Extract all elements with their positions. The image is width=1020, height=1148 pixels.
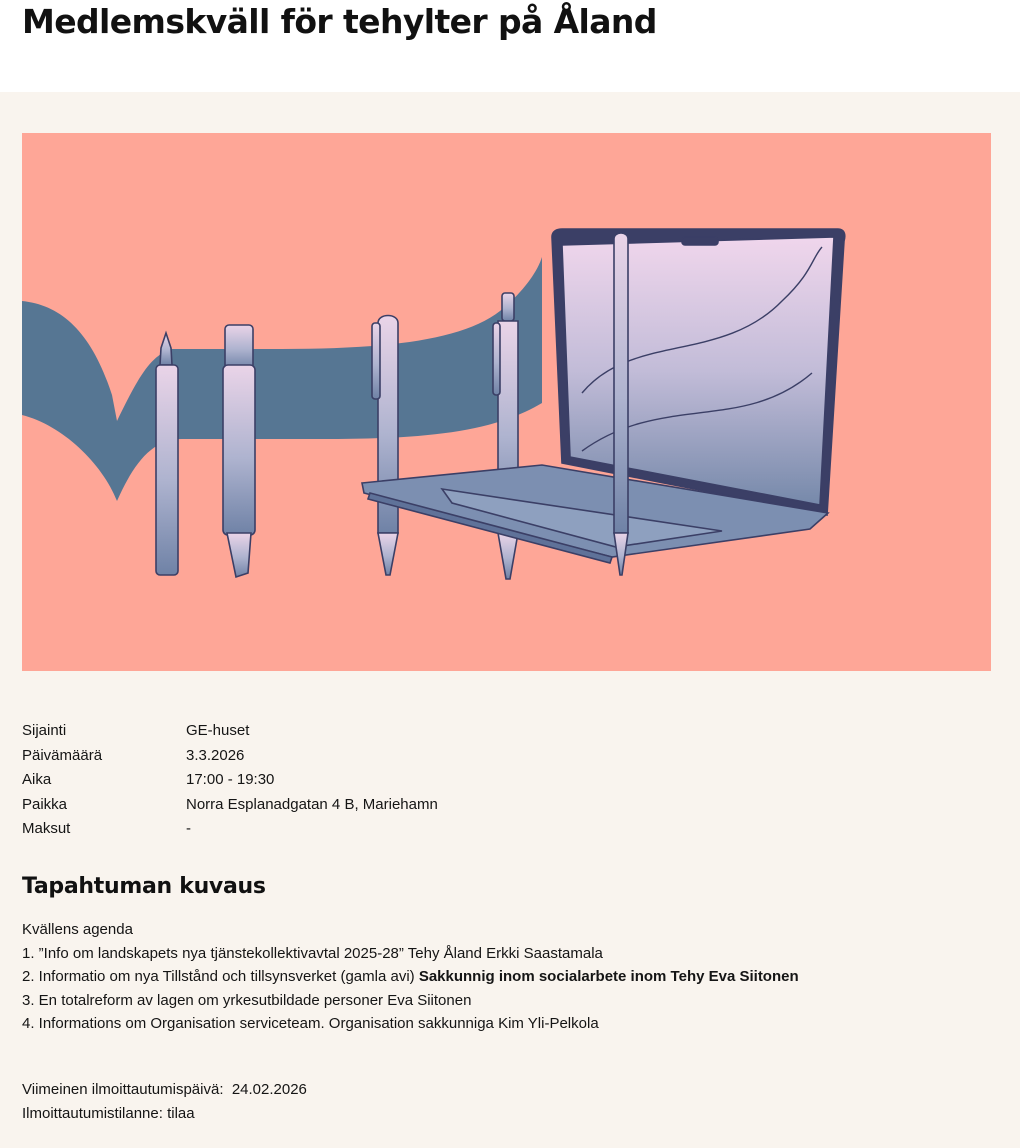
event-details — [22, 719, 438, 842]
agenda-item: 4. Informations om Organisation serviceteam. Organisation sakkunniga Kim Yli-Pelkola — [22, 1015, 599, 1033]
agenda-intro: Kvällens agenda — [22, 921, 133, 938]
detail-row-fees — [22, 817, 438, 842]
felt-pen — [156, 333, 178, 575]
agenda-item: 2. Informatio om nya Tillstånd och tillsynsverket (gamla avi) Sakkunnig inom socialarbete inom Tehy Eva Siitonen — [22, 968, 799, 986]
detail-label: Maksut — [22, 820, 71, 838]
detail-label: Paikka — [22, 795, 68, 813]
detail-label: Aika — [22, 771, 52, 789]
detail-row-time — [22, 768, 438, 793]
detail-label: Päivämäärä — [22, 746, 103, 764]
detail-value: 3.3.2026 — [186, 746, 245, 764]
agenda-item-bold: Sakkunnig inom socialarbete inom Tehy Eva Siitonen — [418, 968, 799, 986]
main-content — [0, 92, 1020, 1148]
detail-row-address — [22, 793, 438, 818]
detail-value: - — [186, 820, 191, 838]
registration-status — [22, 1102, 307, 1126]
ballpoint-pen — [372, 316, 398, 576]
agenda-item: 3. En totalreform av lagen om yrkesutbildade personer Eva Siitonen — [22, 991, 472, 1009]
event-description — [22, 918, 799, 1036]
detail-value: Norra Esplanadgatan 4 B, Mariehamn — [186, 795, 438, 813]
detail-label: Sijainti — [22, 722, 67, 739]
registration-deadline — [22, 1078, 307, 1102]
detail-value: GE-huset — [186, 722, 250, 739]
hero-image — [22, 133, 991, 671]
deadline-value: 24.02.2026 — [231, 1081, 307, 1098]
description-heading: Tapahtuman kuvaus — [22, 874, 266, 899]
page-header — [0, 0, 1020, 92]
stylus — [614, 233, 628, 575]
blue-swoosh — [22, 257, 542, 501]
marker-pen — [223, 325, 255, 577]
detail-value: 17:00 - 19:30 — [186, 771, 275, 789]
deadline-label: Viimeinen ilmoittautumispäivä: — [22, 1081, 224, 1098]
status-label: Ilmoittautumistilanne: — [22, 1105, 163, 1122]
status-value: tilaa — [167, 1105, 195, 1122]
pens-and-laptop-illustration — [22, 133, 991, 671]
detail-row-location — [22, 719, 438, 744]
agenda-item: 1. ”Info om landskapets nya tjänstekollektivavtal 2025-28” Tehy Åland Erkki Saastamala — [22, 944, 603, 962]
registration-info — [22, 1078, 307, 1126]
page-title: Medlemskväll för tehylter på Åland — [22, 2, 657, 41]
detail-row-date — [22, 744, 438, 769]
